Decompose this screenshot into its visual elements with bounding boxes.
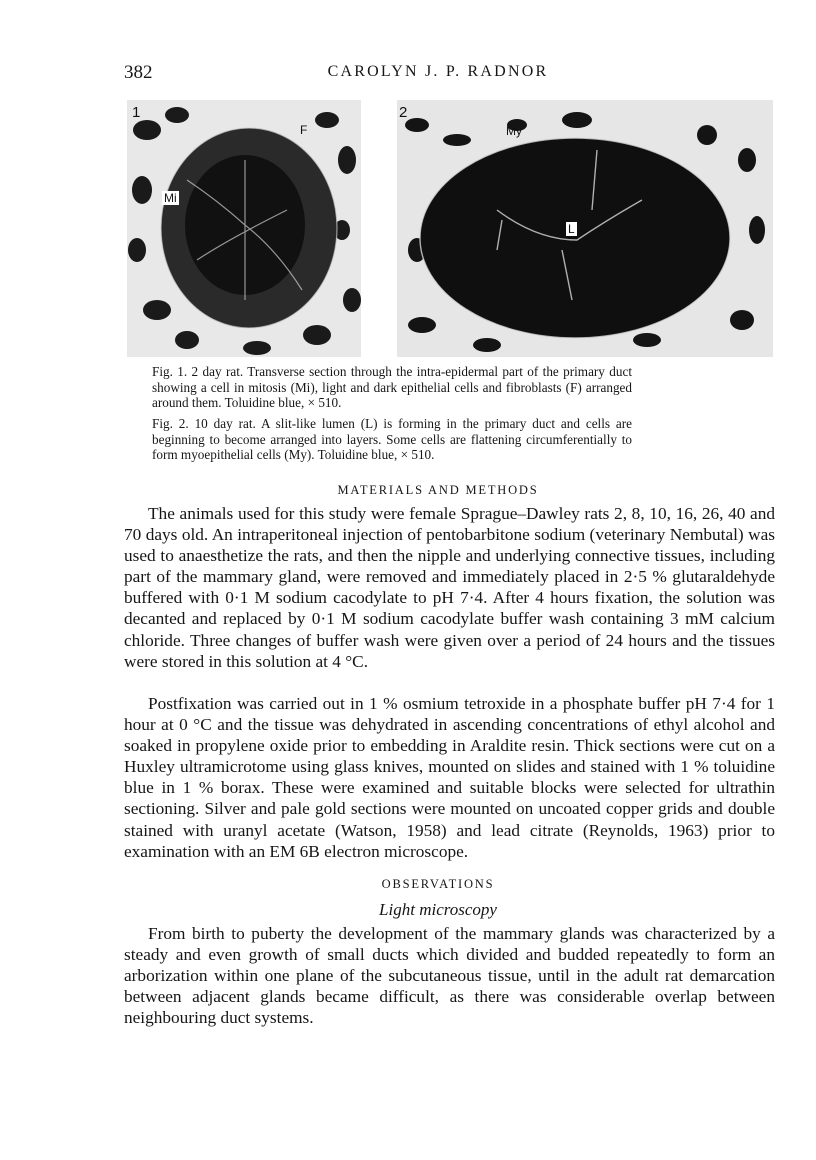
- paragraph-observations-1: [124, 923, 775, 1028]
- figure-2-micrograph: [397, 100, 773, 357]
- figure-1-number: 1: [132, 104, 141, 121]
- running-head: CAROLYN J. P. RADNOR: [327, 63, 549, 80]
- figure-1-label-fibroblast: F: [300, 123, 308, 137]
- figure-2-caption: Fig. 2. 10 day rat. A slit-like lumen (L) is forming in the primary duct and cells are beginning to become arranged into layers. Some cells are flattening circumferentially to form myoepithelial cells (My). Toluidine blue, × 510.: [152, 416, 632, 462]
- figure-2-label-lumen: L: [568, 222, 575, 236]
- paragraph-text: Postfixation was carried out in 1 % osmium tetroxide in a phosphate buffer pH 7·4 for 1 hour at 0 °C and the tissue was dehydrated in ascending concentrations of ethyl alcohol and soaked in propylene oxide prior to embedding in Araldite resin. Thick sections were cut on a Huxley ultramicrotome using glass knives, mounted on slides and stained with 1 % toluidine blue in 1 % borax. These were examined and suitable blocks were selected for ultrathin sectioning. Silver and pale gold sections were mounted on uncoated copper grids and double stained with uranyl acetate (Watson, 1958) and lead citrate (Reynolds, 1963) prior to examination with an EM 6B electron microscope.: [124, 694, 775, 861]
- section-heading-materials-methods: MATERIALS AND METHODS: [337, 483, 539, 497]
- subsection-heading-light-microscopy: Light microscopy: [379, 900, 497, 919]
- paragraph-text: The animals used for this study were female Sprague–Dawley rats 2, 8, 10, 16, 26, 40 and 70 days old. An intraperitoneal injection of pentobarbitone sodium (veterinary Nembutal) was used to anaesthetize the rats, and then the nipple and underlying connective tissues, including part of the mammary gland, were removed and immediately placed in 2·5 % glutaraldehyde buffered with 0·1 M sodium cacodylate to pH 7·4. After 4 hours fixation, the solution was decanted and replaced by 0·1 M sodium cacodylate buffer wash containing 3 mM calcium chloride. Three changes of buffer wash were given over a period of 24 hours and the tissues were stored in this solution at 4 °C.: [124, 504, 775, 671]
- figure-1-label-mitosis: Mi: [164, 191, 177, 205]
- paragraph-methods-2: [124, 693, 775, 862]
- figure-1-micrograph: [127, 100, 361, 357]
- figure-1-image: [127, 100, 361, 357]
- figure-2-number: 2: [399, 104, 408, 121]
- paragraph-text: From birth to puberty the development of the mammary glands was characterized by a steady and even growth of small ducts which divided and budded repeatedly to form an arborization within one plane of the subcutaneous tissue, until in the adult rat demarcation between adjacent glands became difficult, as there was considerable overlap between neighbouring duct systems.: [124, 924, 775, 1028]
- figure-1-caption: Fig. 1. 2 day rat. Transverse section through the intra-epidermal part of the primary duct showing a cell in mitosis (Mi), light and dark epithelial cells and fibroblasts (F) arranged around them. Toluidine blue, × 510.: [152, 364, 632, 410]
- page-number: 382: [124, 62, 153, 83]
- figure-2-label-myoepithelial: My: [506, 124, 522, 138]
- section-heading-observations: OBSERVATIONS: [381, 877, 495, 891]
- paragraph-methods-1: [124, 503, 775, 672]
- figure-2-image: [397, 100, 773, 357]
